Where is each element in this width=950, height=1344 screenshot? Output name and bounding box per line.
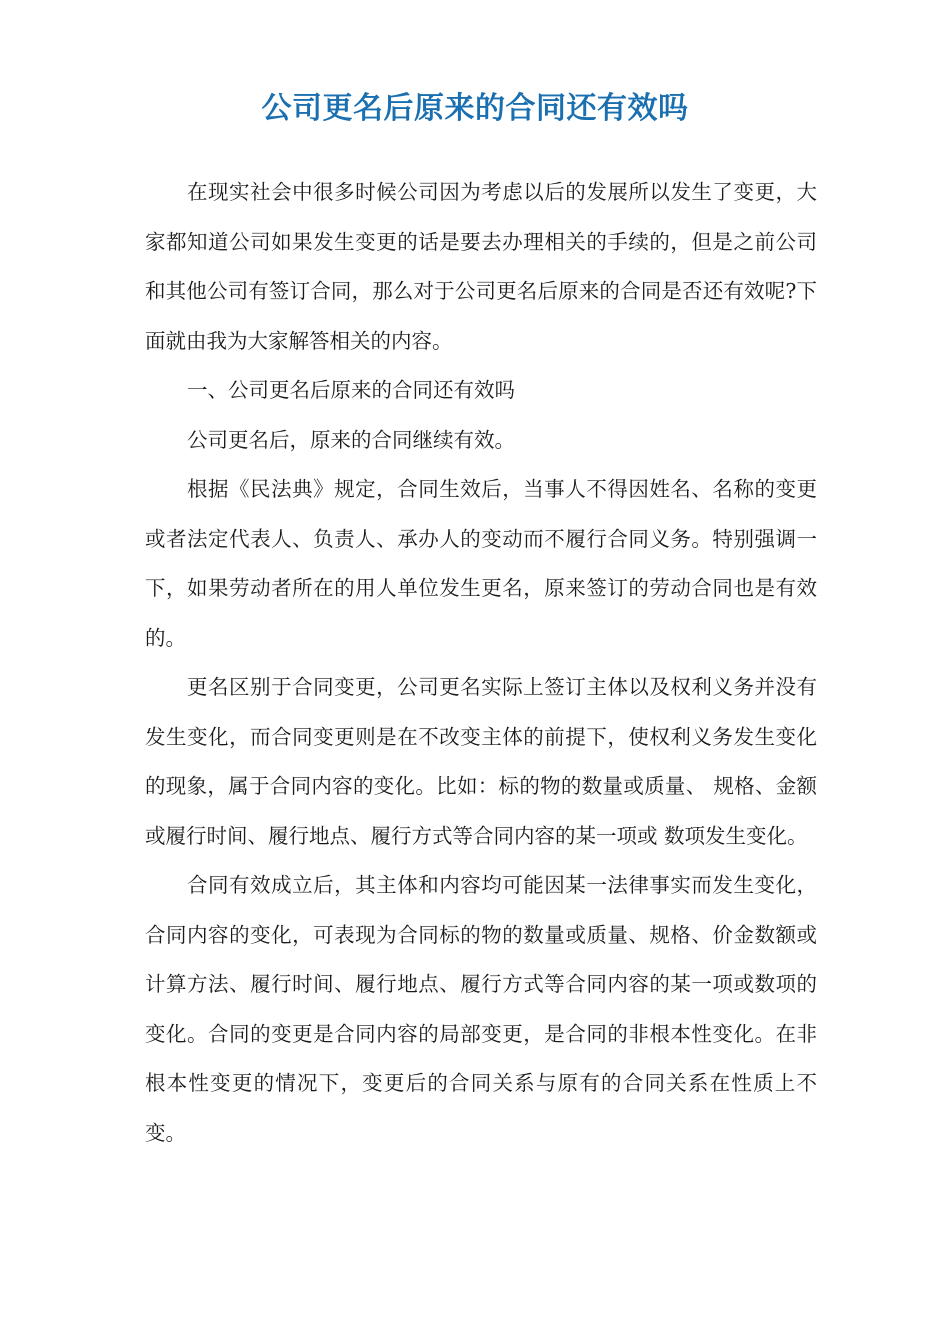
paragraph-legal-basis: 根据《民法典》规定，合同生效后，当事人不得因姓名、名称的变更或者法定代表人、负责人、承办人的变动而不履行合同义务。特别强调一下，如果劳动者所在的用人单位发生更名，原来签订的劳动合同也是有效的。 (145, 477, 817, 650)
paragraph-intro: 在现实社会中很多时候公司因为考虑以后的发展所以发生了变更，大家都知道公司如果发生变更的话是要去办理相关的手续的，但是之前公司和其他公司有签订合同，那么对于公司更名后原来的合同是否还有效呢?下面就由我为大家解答相关的内容。 (145, 180, 817, 353)
document-body (145, 168, 817, 1158)
paragraph-answer: 公司更名后，原来的合同继续有效。 (187, 427, 515, 452)
document-title: 公司更名后原来的合同还有效吗 (261, 91, 689, 126)
paragraph-contract-change: 合同有效成立后，其主体和内容均可能因某一法律事实而发生变化，合同内容的变化，可表现为合同标的物的数量或质量、规格、价金数额或计算方法、履行时间、履行地点、履行方式等合同内容的某一项或数项的变化。合同的变更是合同内容的局部变更，是合同的非根本性变化。在非根本性变更的情况下，变更后的合同关系与原有的合同关系在性质上不变。 (145, 873, 817, 1145)
paragraph-difference: 更名区别于合同变更，公司更名实际上签订主体以及权利义务并没有发生变化，而合同变更则是在不改变主体的前提下，使权利义务发生变化的现象，属于合同内容的变化。比如：标的物的数量或质量、 规格、金额或履行时间、履行地点、履行方式等合同内容的某一项或 数项发生变化。 (145, 675, 817, 848)
section-heading-1: 一、公司更名后原来的合同还有效吗 (187, 378, 515, 402)
